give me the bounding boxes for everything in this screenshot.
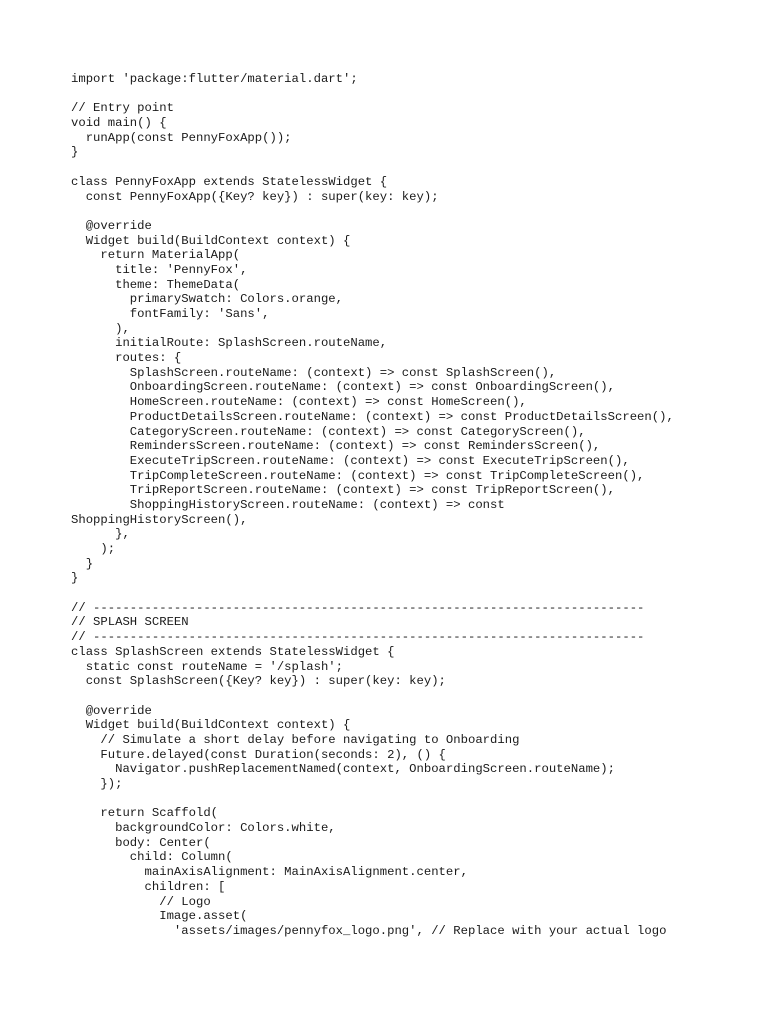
code-line: body: Center( bbox=[71, 835, 211, 850]
code-line: fontFamily: 'Sans', bbox=[71, 307, 270, 321]
code-line: title: 'PennyFox', bbox=[71, 262, 248, 277]
code-line: }); bbox=[71, 777, 123, 791]
code-line: // Logo bbox=[71, 894, 211, 909]
code-line: Navigator.pushReplacementNamed(context, OnboardingScreen.routeName); bbox=[71, 762, 615, 777]
code-line: mainAxisAlignment: MainAxisAlignment.center, bbox=[71, 865, 468, 880]
code-line: CategoryScreen.routeName: (context) => const CategoryScreen(), bbox=[71, 424, 586, 439]
code-line: const PennyFoxApp({Key? key}) : super(key: key); bbox=[71, 189, 439, 204]
code-line: child: Column( bbox=[71, 850, 233, 865]
code-line bbox=[71, 586, 674, 601]
code-line: TripReportScreen.routeName: (context) => const TripReportScreen(), bbox=[71, 483, 615, 498]
code-line: SplashScreen.routeName: (context) => const SplashScreen(), bbox=[71, 365, 557, 380]
code-line: // SPLASH SCREEN bbox=[71, 615, 189, 630]
code-line: // Simulate a short delay before navigating to Onboarding bbox=[71, 732, 520, 747]
code-line: Widget build(BuildContext context) { bbox=[71, 233, 351, 248]
code-line: ShoppingHistoryScreen(), bbox=[71, 512, 248, 527]
code-line: } bbox=[71, 145, 79, 160]
code-line: ProductDetailsScreen.routeName: (context) => const ProductDetailsScreen(), bbox=[71, 409, 674, 424]
code-line: static const routeName = '/splash'; bbox=[71, 659, 343, 674]
code-line: }, bbox=[71, 527, 130, 542]
code-line bbox=[71, 204, 674, 219]
code-line: initialRoute: SplashScreen.routeName, bbox=[71, 336, 388, 351]
code-line: import 'package:flutter/material.dart'; bbox=[71, 72, 358, 86]
code-line: 'assets/images/pennyfox_logo.png', // Replace with your actual logo bbox=[71, 923, 667, 938]
code-line: ExecuteTripScreen.routeName: (context) => const ExecuteTripScreen(), bbox=[71, 453, 630, 468]
code-line: void main() { bbox=[71, 116, 167, 131]
code-line: theme: ThemeData( bbox=[71, 277, 241, 292]
code-line: const SplashScreen({Key? key}) : super(key: key); bbox=[71, 674, 446, 689]
code-line: children: [ bbox=[71, 879, 226, 894]
code-line: class PennyFoxApp extends StatelessWidget { bbox=[71, 174, 388, 189]
code-line: ); bbox=[71, 542, 116, 556]
code-line: OnboardingScreen.routeName: (context) => const OnboardingScreen(), bbox=[71, 380, 615, 395]
code-listing bbox=[71, 72, 674, 939]
code-line: @override bbox=[71, 218, 152, 233]
code-line bbox=[71, 87, 674, 102]
code-line: Widget build(BuildContext context) { bbox=[71, 718, 351, 733]
code-line: Future.delayed(const Duration(seconds: 2), () { bbox=[71, 747, 446, 762]
code-line: HomeScreen.routeName: (context) => const HomeScreen(), bbox=[71, 395, 527, 410]
code-line: // Entry point bbox=[71, 101, 174, 116]
code-line: return Scaffold( bbox=[71, 806, 219, 821]
code-line: return MaterialApp( bbox=[71, 248, 241, 263]
code-line: routes: { bbox=[71, 351, 182, 366]
code-line: runApp(const PennyFoxApp()); bbox=[71, 130, 292, 145]
code-line: backgroundColor: Colors.white, bbox=[71, 821, 336, 836]
code-line bbox=[71, 792, 674, 807]
code-line: ShoppingHistoryScreen.routeName: (context) => const bbox=[71, 497, 505, 512]
code-line: primarySwatch: Colors.orange, bbox=[71, 292, 343, 307]
code-line: } bbox=[71, 556, 94, 571]
code-line bbox=[71, 689, 674, 704]
code-line: } bbox=[71, 571, 79, 586]
code-line: RemindersScreen.routeName: (context) => const RemindersScreen(), bbox=[71, 439, 601, 454]
code-line: Image.asset( bbox=[71, 909, 248, 924]
code-line: @override bbox=[71, 703, 152, 718]
code-line: // --------------------------------------------------------------------------- bbox=[71, 630, 645, 645]
code-line: // --------------------------------------------------------------------------- bbox=[71, 600, 645, 615]
code-line: class SplashScreen extends StatelessWidget { bbox=[71, 644, 395, 659]
code-line: TripCompleteScreen.routeName: (context) => const TripCompleteScreen(), bbox=[71, 468, 645, 483]
code-line: ), bbox=[71, 321, 130, 336]
code-line bbox=[71, 160, 674, 175]
